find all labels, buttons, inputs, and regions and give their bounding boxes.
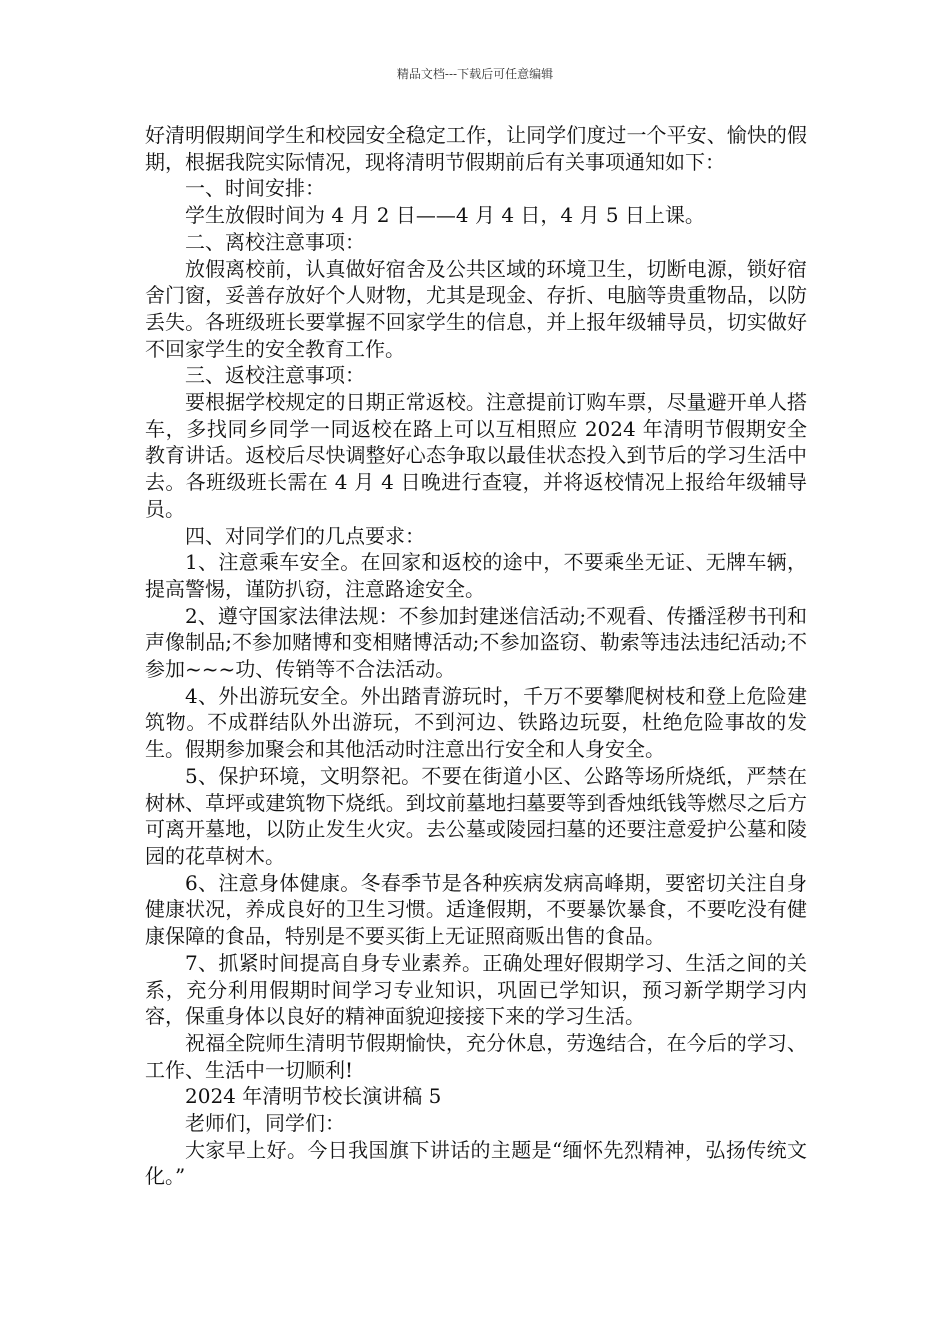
body-paragraph: 大家早上好。今日我国旗下讲话的主题是“缅怀先烈精神，弘扬传统文化。” [145,1137,807,1189]
list-item: 5、保护环境，文明祭祀。不要在街道小区、公路等场所烧纸，严禁在树林、草坪或建筑物下烧纸。到坟前墓地扫墓要等到香烛纸钱等燃尽之后方可离开墓地，以防止发生火灾。去公墓或陵园扫墓的还要注意爱护公墓和陵园的花草树木。 [145,763,807,868]
page-header: 精品文档---下载后可任意编辑 [396,67,554,81]
speech-title: 2024 年清明节校长演讲稿 5 [185,1084,442,1109]
list-item: 6、注意身体健康。冬春季节是各种疾病发病高峰期，要密切关注自身健康状况，养成良好的卫生习惯。适逢假期，不要暴饮暴食，不要吃没有健康保障的食品，特别是不要买街上无证照商贩出售的食品。 [145,870,807,949]
section-heading: 三、返校注意事项： [185,363,365,388]
body-paragraph: 要根据学校规定的日期正常返校。注意提前订购车票，尽量避开单人搭车，多找同乡同学一同返校在路上可以互相照应 2024 年清明节假期安全教育讲话。返校后尽快调整好心态争取以最佳状态投入到节后的学习生活中去。各班级班长需在 4 月 4 日晚进行查寝，并将返校情况上报给年级辅导员。 [145,390,807,521]
salutation: 老师们，同学们： [185,1111,345,1136]
section-heading: 一、时间安排： [185,176,325,201]
list-item: 7、抓紧时间提高自身专业素养。正确处理好假期学习、生活之间的关系，充分利用假期时间学习专业知识，巩固已学知识，预习新学期学习内容，保重身体以良好的精神面貌迎接接下来的学习生活。 [145,950,807,1029]
list-item: 4、外出游玩安全。外出踏青游玩时，千万不要攀爬树枝和登上危险建筑物。不成群结队外出游玩，不到河边、铁路边玩耍，杜绝危险事故的发生。假期参加聚会和其他活动时注意出行安全和人身安全。 [145,683,807,762]
body-paragraph: 放假离校前，认真做好宿舍及公共区域的环境卫生，切断电源，锁好宿舍门窗，妥善存放好个人财物，尤其是现金、存折、电脑等贵重物品，以防丢失。各班级班长要掌握不回家学生的信息，并上报年级辅导员，切实做好不回家学生的安全教育工作。 [145,256,807,361]
section-heading: 四、对同学们的几点要求： [185,523,425,548]
body-paragraph: 学生放假时间为 4 月 2 日——4 月 4 日，4 月 5 日上课。 [185,203,705,228]
section-heading: 二、离校注意事项： [185,229,365,254]
list-item: 2、遵守国家法律法规：不参加封建迷信活动;不观看、传播淫秽书刊和声像制品;不参加赌博和变相赌博活动;不参加盗窃、勒索等违法违纪活动;不参加~~~功、传销等不合法活动。 [145,603,807,682]
list-item: 1、注意乘车安全。在回家和返校的途中，不要乘坐无证、无牌车辆，提高警惕，谨防扒窃，注意路途安全。 [145,550,807,601]
body-paragraph: 好清明假期间学生和校园安全稳定工作，让同学们度过一个平安、愉快的假期，根据我院实际情况，现将清明节假期前后有关事项通知如下： [145,123,807,174]
body-paragraph: 祝福全院师生清明节假期愉快，充分休息，劳逸结合，在今后的学习、工作、生活中一切顺利! [145,1030,807,1082]
document-body [145,122,807,1190]
